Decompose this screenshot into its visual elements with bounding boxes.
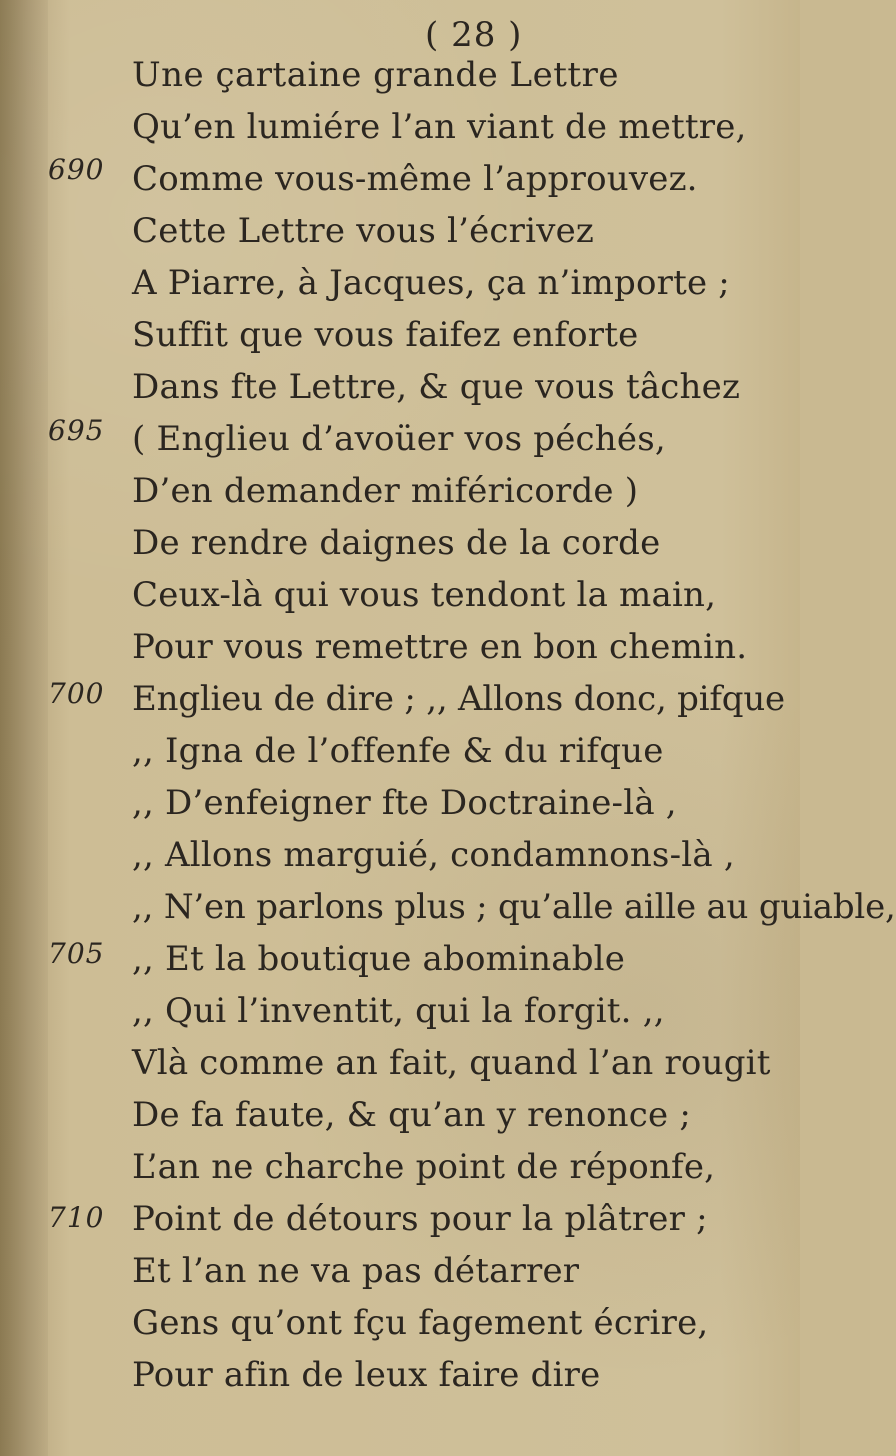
verse-line: ,, Igna de l’offenfe & du rifque xyxy=(132,731,664,771)
margin-line-number-695: 695 xyxy=(48,414,105,447)
margin-line-number-700: 700 xyxy=(48,677,105,710)
margin-line-number-690: 690 xyxy=(48,153,105,186)
verse-line: Une çartaine grande Lettre xyxy=(132,55,619,95)
page-number: ( 28 ) xyxy=(425,15,523,55)
verse-line: ,, N’en parlons plus ; qu’alle aille au guiable, xyxy=(132,887,896,927)
verse-line: ,, Qui l’inventit, qui la forgit. ,, xyxy=(132,991,665,1031)
verse-line: De rendre daignes de la corde xyxy=(132,523,661,563)
page-edge-shadow xyxy=(0,0,48,1456)
verse-line: Point de détours pour la plâtrer ; xyxy=(132,1199,708,1239)
verse-line: Pour vous remettre en bon chemin. xyxy=(132,627,748,667)
margin-line-number-710: 710 xyxy=(48,1201,105,1234)
verse-line: Cette Lettre vous l’écrivez xyxy=(132,211,595,251)
verse-line: Et l’an ne va pas détarrer xyxy=(132,1251,580,1291)
verse-line: ,, Et la boutique abominable xyxy=(132,939,626,979)
verse-line: ,, Allons marguié, condamnons-là , xyxy=(132,835,735,875)
verse-line: D’en demander miféricorde ) xyxy=(132,471,639,511)
verse-line: Suffit que vous faifez enforte xyxy=(132,315,639,355)
verse-line: A Piarre, à Jacques, ça n’importe ; xyxy=(132,263,730,303)
verse-line: Englieu de dire ; ,, Allons donc, pifque xyxy=(132,679,785,719)
verse-line: Dans fte Lettre, & que vous tâchez xyxy=(132,367,741,407)
margin-line-number-705: 705 xyxy=(48,937,105,970)
verse-line: ( Englieu d’avoüer vos péchés, xyxy=(132,419,666,459)
verse-line: De fa faute, & qu’an y renonce ; xyxy=(132,1095,691,1135)
verse-line: Ceux-là qui vous tendont la main, xyxy=(132,575,717,615)
verse-line: Vlà comme an fait, quand l’an rougit xyxy=(132,1043,771,1083)
verse-line: ,, D’enfeigner fte Doctraine-là , xyxy=(132,783,677,823)
verse-line: Qu’en lumiére l’an viant de mettre, xyxy=(132,107,747,147)
verse-line: Pour afin de leux faire dire xyxy=(132,1355,601,1395)
verse-line: Gens qu’ont fçu fagement écrire, xyxy=(132,1303,709,1343)
verse-line: L’an ne charche point de réponfe, xyxy=(132,1147,716,1187)
verse-line: Comme vous-même l’approuvez. xyxy=(132,159,698,199)
